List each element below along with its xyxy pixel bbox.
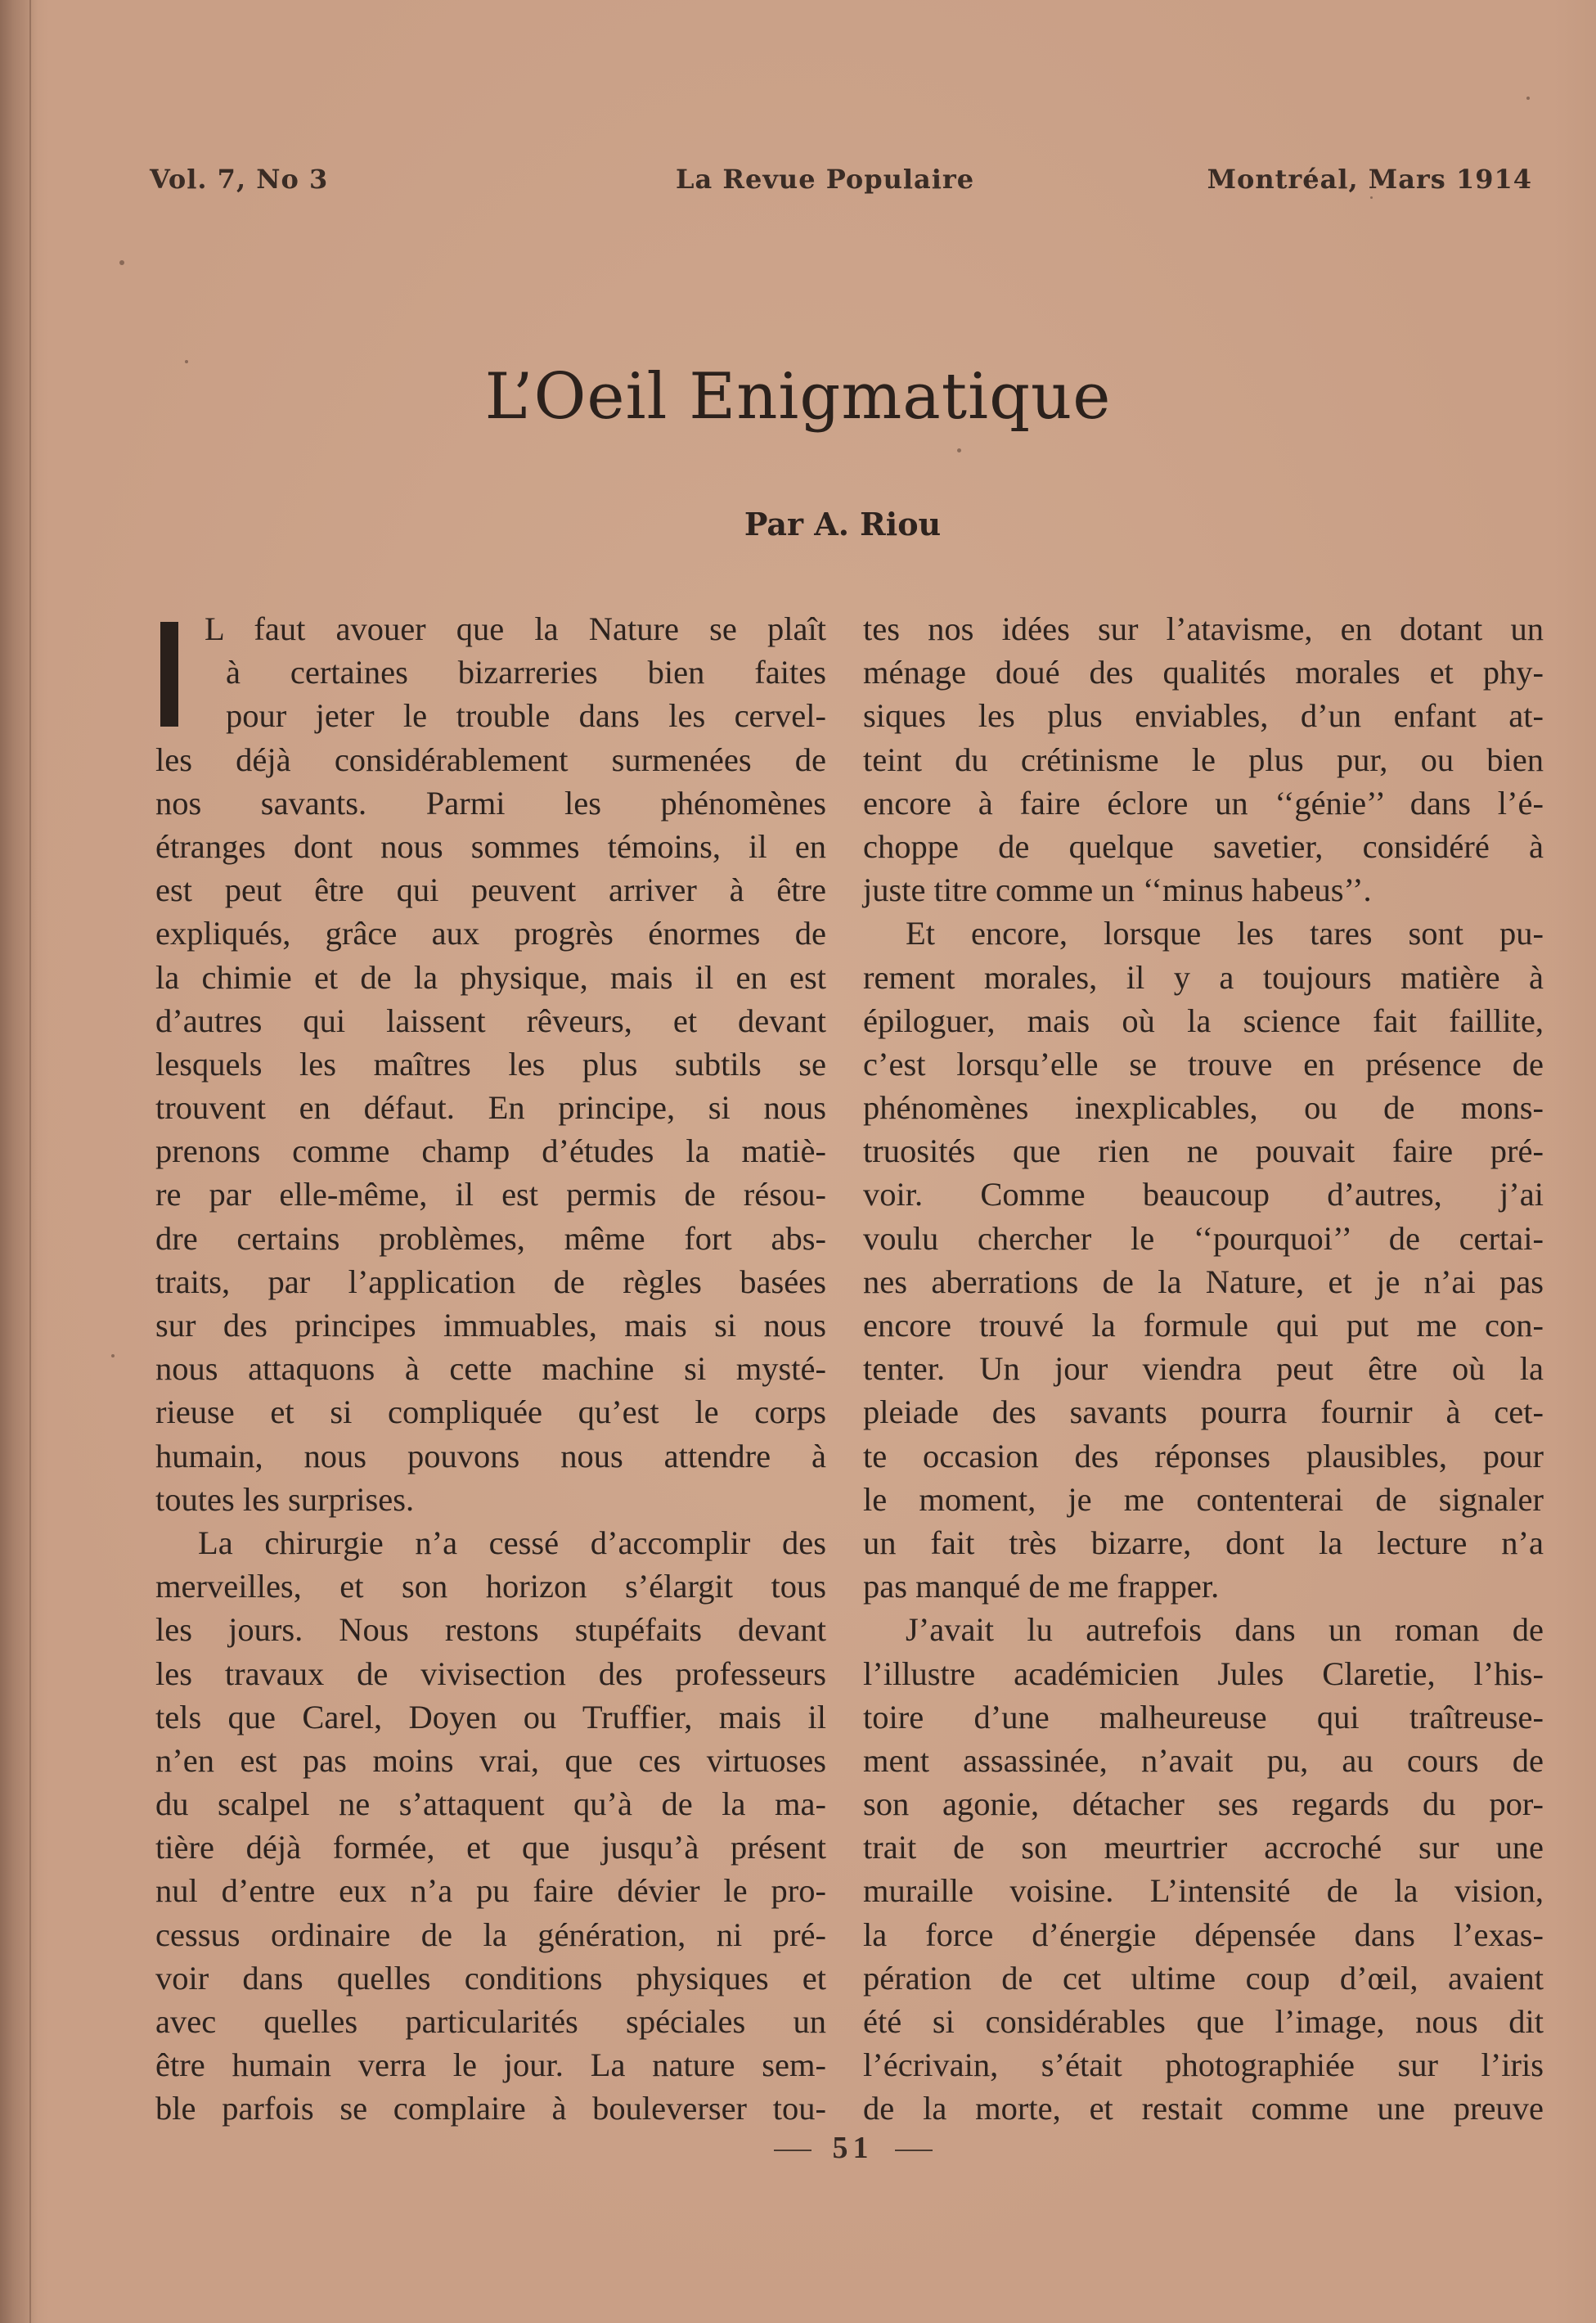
text-line: expliqués, grâce aux progrès énormes de bbox=[155, 915, 826, 952]
article-title: L’Oeil Enigmatique bbox=[484, 360, 1112, 434]
text-line: trouvent en défaut. En principe, si nous bbox=[155, 1089, 826, 1127]
text-line: toutes les surprises. bbox=[155, 1480, 415, 1518]
text-line: pas manqué de me frapper. bbox=[863, 1568, 1220, 1605]
text-line: trait de son meurtrier accroché sur une bbox=[863, 1829, 1544, 1866]
text-line: J’avait lu autrefois dans un roman de bbox=[906, 1611, 1544, 1649]
text-line: rieuse et si compliquée qu’est le corps bbox=[155, 1393, 826, 1431]
text-line: voir. Comme beaucoup d’autres, j’ai bbox=[863, 1176, 1544, 1213]
text-line: la chimie et de la physique, mais il en est bbox=[155, 958, 826, 996]
page-binding-shadow bbox=[0, 0, 38, 2323]
folio-dash-right bbox=[895, 2150, 933, 2151]
article-byline: Par A. Riou bbox=[744, 506, 942, 542]
text-line: merveilles, et son horizon s’élargit tous bbox=[155, 1568, 826, 1605]
text-line: la force d’énergie dépensée dans l’exas- bbox=[863, 1916, 1544, 1953]
text-line: est peut être qui peuvent arriver à être bbox=[155, 871, 826, 909]
text-line: les travaux de vivisection des professeurs bbox=[155, 1654, 826, 1692]
text-line: encore trouvé la formule qui put me con- bbox=[863, 1307, 1544, 1344]
text-line: muraille voisine. L’intensité de la vision, bbox=[863, 1872, 1544, 1910]
text-line: cessus ordinaire de la génération, ni pré- bbox=[155, 1916, 826, 1953]
text-line: les jours. Nous restons stupéfaits devant bbox=[155, 1611, 826, 1649]
text-line: phénomènes inexplicables, ou de mons- bbox=[863, 1089, 1544, 1127]
text-line: juste titre comme un ‘‘minus habeus’’. bbox=[863, 871, 1372, 909]
text-line: pération de cet ultime coup d’œil, avaient bbox=[863, 1959, 1544, 1997]
text-line: teint du crétinisme le plus pur, ou bien bbox=[863, 741, 1544, 778]
text-line: nul d’entre eux n’a pu faire dévier le pro- bbox=[155, 1872, 826, 1910]
text-line: choppe de quelque savetier, considéré à bbox=[863, 827, 1544, 865]
text-line: n’en est pas moins vrai, que ces virtuoses bbox=[155, 1741, 826, 1779]
text-line: ble parfois se complaire à bouleverser tou- bbox=[155, 2090, 826, 2127]
text-line: d’autres qui laissent rêveurs, et devant bbox=[155, 1002, 826, 1039]
text-line: traits, par l’application de règles basées bbox=[155, 1263, 826, 1300]
text-line: pleiade des savants pourra fournir à cet- bbox=[863, 1393, 1544, 1431]
text-line: Et encore, lorsque les tares sont pu- bbox=[906, 915, 1544, 952]
paper-speck bbox=[119, 260, 124, 265]
text-line: à certaines bizarreries bien faites bbox=[226, 654, 826, 691]
text-line: sur des principes immuables, mais si nous bbox=[155, 1307, 826, 1344]
text-line: nes aberrations de la Nature, et je n’ai pas bbox=[863, 1263, 1544, 1300]
paper-speck bbox=[1526, 97, 1530, 100]
header-volume: Vol. 7, No 3 bbox=[150, 164, 329, 195]
text-line: encore à faire éclore un ‘‘génie’’ dans l’é- bbox=[863, 784, 1544, 822]
text-line: toire d’une malheureuse qui traîtreuse- bbox=[863, 1698, 1544, 1735]
header-publication: La Revue Populaire bbox=[676, 164, 975, 195]
page-folio bbox=[0, 2130, 1596, 2166]
text-line: truosités que rien ne pouvait faire pré- bbox=[863, 1132, 1544, 1170]
text-line: lesquels les maîtres les plus subtils se bbox=[155, 1045, 826, 1083]
text-line: l’illustre académicien Jules Claretie, l’his- bbox=[863, 1654, 1544, 1692]
text-line: été si considérables que l’image, nous dit bbox=[863, 2003, 1544, 2040]
paper-speck bbox=[1370, 196, 1373, 199]
text-line: re par elle-même, il est permis de résou- bbox=[155, 1176, 826, 1213]
text-line: voir dans quelles conditions physiques et bbox=[155, 1959, 826, 1997]
text-line: humain, nous pouvons nous attendre à bbox=[155, 1437, 826, 1474]
text-line: pour jeter le trouble dans les cervel- bbox=[226, 697, 826, 735]
right-column bbox=[863, 607, 1544, 2131]
text-line: prenons comme champ d’études la matiè- bbox=[155, 1132, 826, 1170]
binding-edge bbox=[29, 0, 31, 2323]
text-line: ménage doué des qualités morales et phy- bbox=[863, 654, 1544, 691]
paper-speck bbox=[185, 360, 188, 363]
left-column bbox=[155, 607, 826, 2131]
text-line: tels que Carel, Doyen ou Truffier, mais il bbox=[155, 1698, 826, 1735]
text-line: nos savants. Parmi les phénomènes bbox=[155, 784, 826, 822]
text-line: les déjà considérablement surmenées de bbox=[155, 741, 826, 778]
text-line: te occasion des réponses plausibles, pour bbox=[863, 1437, 1544, 1474]
text-line: rement morales, il y a toujours matière à bbox=[863, 958, 1544, 996]
text-line: le moment, je me contenterai de signaler bbox=[863, 1480, 1544, 1518]
text-line: L faut avouer que la Nature se plaît bbox=[205, 610, 826, 647]
text-line: étranges dont nous sommes témoins, il en bbox=[155, 827, 826, 865]
text-line: de la morte, et restait comme une preuve bbox=[863, 2090, 1544, 2127]
text-line: siques les plus enviables, d’un enfant at- bbox=[863, 697, 1544, 735]
text-line: tenter. Un jour viendra peut être où la bbox=[863, 1350, 1544, 1388]
text-line: son agonie, détacher ses regards du por- bbox=[863, 1785, 1544, 1823]
page-number: 51 bbox=[832, 2131, 874, 2165]
paper-speck bbox=[957, 448, 961, 452]
text-line: voulu chercher le ‘‘pourquoi’’ de certai- bbox=[863, 1219, 1544, 1257]
text-line: c’est lorsqu’elle se trouve en présence de bbox=[863, 1045, 1544, 1083]
text-line: épiloguer, mais où la science fait faillite, bbox=[863, 1002, 1544, 1039]
text-line: un fait très bizarre, dont la lecture n’a bbox=[863, 1524, 1544, 1561]
text-line: dre certains problèmes, même fort abs- bbox=[155, 1219, 826, 1257]
text-line: ment assassinée, n’avait pu, au cours de bbox=[863, 1741, 1544, 1779]
text-line: La chirurgie n’a cessé d’accomplir des bbox=[198, 1524, 826, 1561]
text-line: l’écrivain, s’était photographiée sur l’iris bbox=[863, 2046, 1544, 2084]
text-line: nous attaquons à cette machine si mysté- bbox=[155, 1350, 826, 1388]
text-line: du scalpel ne s’attaquent qu’à de la ma- bbox=[155, 1785, 826, 1823]
paper-speck bbox=[111, 1354, 115, 1357]
running-header bbox=[150, 164, 1532, 205]
text-line: avec quelles particularités spéciales un bbox=[155, 2003, 826, 2040]
text-line: tière déjà formée, et que jusqu’à présent bbox=[155, 1829, 826, 1866]
text-line: être humain verra le jour. La nature sem- bbox=[155, 2046, 826, 2084]
folio-dash-left bbox=[774, 2150, 811, 2151]
text-line: tes nos idées sur l’atavisme, en dotant un bbox=[863, 610, 1544, 647]
header-dateline: Montréal, Mars 1914 bbox=[1207, 164, 1532, 195]
